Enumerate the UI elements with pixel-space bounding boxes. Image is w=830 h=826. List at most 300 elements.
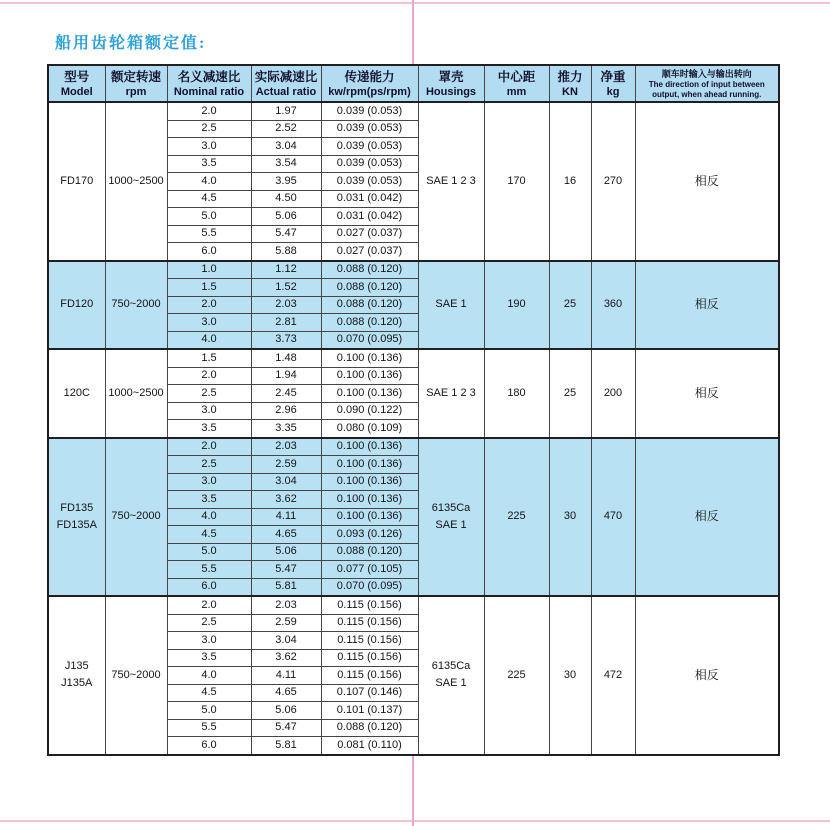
capacity-cell [321,614,418,632]
weight-cell-text: 472 [603,668,623,681]
direction-cell-text: 相反 [694,509,719,524]
capacity-cell-text: 0.100 (0.136) [336,457,403,470]
nominal-ratio-cell [167,649,251,667]
housings-cell-text: SAE 1 2 3 [426,386,476,399]
actual-ratio-cell-text: 5.47 [275,227,297,240]
actual-ratio-cell [251,684,321,702]
actual-ratio-cell-text: 2.96 [275,404,297,417]
nominal-ratio-cell-text: 1.5 [201,280,217,293]
capacity-cell [321,667,418,685]
housings-cell [418,349,484,438]
actual-ratio-cell-text: 4.65 [275,686,297,699]
actual-ratio-cell [251,473,321,491]
nominal-ratio-cell [167,367,251,385]
capacity-cell [321,102,418,120]
col-header-rated-speed-zh: 额定转速 [110,69,161,84]
center-distance-cell-text: 170 [507,174,526,187]
nominal-ratio-cell-text: 3.0 [201,139,217,152]
actual-ratio-cell [251,649,321,667]
nominal-ratio-cell [167,737,251,755]
actual-ratio-cell [251,578,321,596]
capacity-cell [321,526,418,544]
actual-ratio-cell-text: 2.52 [275,122,297,135]
capacity-cell [321,349,418,367]
actual-ratio-cell-text: 5.47 [275,721,297,734]
nominal-ratio-cell-text: 4.0 [201,333,217,346]
actual-ratio-cell-text: 4.11 [275,668,297,681]
model-cell-text: FD135 [60,501,94,514]
capacity-cell-text: 0.100 (0.136) [336,510,403,523]
col-header-thrust-en: KN [562,85,578,98]
capacity-cell [321,208,418,226]
capacity-cell [321,702,418,720]
capacity-cell [321,402,418,420]
model-cell [48,349,105,438]
actual-ratio-cell [251,596,321,614]
capacity-cell [321,737,418,755]
capacity-cell-text: 0.101 (0.137) [336,703,403,716]
page-trim-line-bottom [0,820,830,822]
table-row [48,349,779,367]
capacity-cell-text: 0.115 (0.156) [337,651,402,664]
actual-ratio-cell-text: 3.73 [275,333,297,346]
col-header-direction-en-line1: The direction of input between [648,80,765,89]
nominal-ratio-cell-text: 6.0 [201,738,217,751]
actual-ratio-cell [251,526,321,544]
actual-ratio-cell [251,190,321,208]
thrust-cell-text: 25 [563,386,577,399]
nominal-ratio-cell-text: 5.0 [201,545,217,558]
rated-speed-cell [105,349,167,438]
housings-cell [418,102,484,261]
nominal-ratio-cell-text: 2.5 [201,386,217,399]
direction-cell [635,596,779,755]
housings-cell-text: SAE 1 [435,518,467,531]
nominal-ratio-cell [167,508,251,526]
nominal-ratio-cell [167,596,251,614]
col-header-capacity [321,65,418,102]
actual-ratio-cell [251,402,321,420]
table-row [48,261,779,279]
nominal-ratio-cell [167,561,251,579]
nominal-ratio-cell-text: 5.0 [201,703,217,716]
nominal-ratio-cell [167,102,251,120]
capacity-cell [321,543,418,561]
center-distance-cell-text: 190 [507,298,526,311]
nominal-ratio-cell [167,138,251,156]
housings-cell-text: 6135Ca [431,501,471,514]
nominal-ratio-cell-text: 3.0 [201,315,217,328]
nominal-ratio-cell-text: 2.0 [201,298,217,311]
capacity-cell-text: 0.088 (0.120) [336,263,403,276]
capacity-cell-text: 0.039 (0.053) [336,174,403,187]
capacity-cell-text: 0.039 (0.053) [336,104,403,117]
nominal-ratio-cell [167,684,251,702]
nominal-ratio-cell [167,243,251,261]
col-header-model-zh: 型号 [64,69,90,84]
nominal-ratio-cell [167,225,251,243]
rated-speed-cell [105,261,167,350]
col-header-model [48,65,105,102]
capacity-cell [321,561,418,579]
actual-ratio-cell-text: 5.06 [275,209,297,222]
col-header-model-en: Model [60,85,93,98]
col-header-nominal-ratio [167,65,251,102]
weight-cell-text: 470 [603,510,623,523]
capacity-cell-text: 0.088 (0.120) [336,315,403,328]
capacity-cell-text: 0.093 (0.126) [336,527,403,540]
col-header-direction [635,65,779,102]
actual-ratio-cell [251,296,321,314]
actual-ratio-cell [251,155,321,173]
capacity-cell [321,684,418,702]
direction-cell-text: 相反 [694,667,719,682]
nominal-ratio-cell-text: 2.0 [201,369,217,382]
nominal-ratio-cell-text: 2.0 [201,104,217,117]
page-trim-line-top [0,2,830,4]
capacity-cell-text: 0.100 (0.136) [336,440,403,453]
direction-cell [635,261,779,350]
capacity-cell [321,719,418,737]
nominal-ratio-cell-text: 3.5 [201,157,217,170]
rated-speed-cell [105,596,167,755]
actual-ratio-cell-text: 5.88 [275,244,297,257]
model-cell-text: 120C [63,386,90,399]
center-distance-cell [484,261,549,350]
capacity-cell [321,331,418,349]
nominal-ratio-cell [167,120,251,138]
thrust-cell [549,438,591,597]
thrust-cell [549,261,591,350]
nominal-ratio-cell [167,578,251,596]
model-cell [48,596,105,755]
capacity-cell [321,632,418,650]
housings-cell [418,261,484,350]
nominal-ratio-cell-text: 3.5 [201,492,217,505]
nominal-ratio-cell-text: 4.0 [201,668,217,681]
actual-ratio-cell [251,456,321,474]
nominal-ratio-cell-text: 1.0 [201,263,217,276]
nominal-ratio-cell-text: 4.5 [201,192,217,205]
actual-ratio-cell [251,719,321,737]
actual-ratio-cell-text: 4.50 [275,192,297,205]
nominal-ratio-cell-text: 4.5 [201,686,217,699]
center-distance-cell [484,102,549,261]
capacity-cell-text: 0.027 (0.037) [336,227,403,240]
capacity-cell-text: 0.039 (0.053) [336,122,403,135]
direction-cell-text: 相反 [694,385,719,400]
actual-ratio-cell [251,702,321,720]
actual-ratio-cell-text: 2.59 [275,616,297,629]
nominal-ratio-cell-text: 2.0 [201,440,217,453]
actual-ratio-cell [251,331,321,349]
col-header-rated-speed-en: rpm [125,85,147,98]
actual-ratio-cell-text: 3.04 [275,633,297,646]
direction-cell-text: 相反 [694,173,719,188]
rated-speed-cell-text: 750~2000 [111,510,161,523]
housings-cell [418,596,484,755]
actual-ratio-cell-text: 5.81 [275,580,297,593]
direction-cell-text: 相反 [694,297,719,312]
col-header-housings-en: Housings [425,85,477,98]
weight-cell-text: 270 [603,174,623,187]
actual-ratio-cell [251,120,321,138]
actual-ratio-cell-text: 3.95 [275,174,297,187]
actual-ratio-cell-text: 3.04 [275,139,297,152]
weight-cell [591,438,635,597]
model-cell [48,102,105,261]
actual-ratio-cell [251,138,321,156]
nominal-ratio-cell [167,173,251,191]
col-header-center-distance-zh: 中心距 [497,69,536,84]
col-header-center-distance-en: mm [506,85,527,98]
capacity-cell-text: 0.080 (0.109) [336,421,403,434]
nominal-ratio-cell [167,526,251,544]
capacity-cell [321,649,418,667]
actual-ratio-cell-text: 2.81 [275,315,297,328]
capacity-cell-text: 0.115 (0.156) [337,633,402,646]
table-row [48,102,779,120]
capacity-cell-text: 0.027 (0.037) [336,244,403,257]
nominal-ratio-cell [167,261,251,279]
capacity-cell [321,314,418,332]
nominal-ratio-cell-text: 2.5 [201,122,217,135]
col-header-thrust-zh: 推力 [557,69,583,84]
page-title: 船用齿轮箱额定值: [55,35,207,52]
nominal-ratio-cell-text: 4.0 [201,174,217,187]
actual-ratio-cell-text: 4.11 [275,510,297,523]
capacity-cell-text: 0.039 (0.053) [336,139,403,152]
capacity-cell [321,173,418,191]
capacity-cell-text: 0.088 (0.120) [336,280,403,293]
capacity-cell [321,225,418,243]
capacity-cell [321,120,418,138]
nominal-ratio-cell [167,632,251,650]
weight-cell [591,261,635,350]
col-header-thrust [549,65,591,102]
capacity-cell-text: 0.070 (0.095) [336,333,403,346]
gear-ratings-table [47,64,780,756]
nominal-ratio-cell-text: 3.5 [201,651,217,664]
nominal-ratio-cell [167,155,251,173]
center-distance-cell [484,349,549,438]
capacity-cell-text: 0.070 (0.095) [336,580,403,593]
nominal-ratio-cell [167,314,251,332]
rated-speed-cell [105,438,167,597]
thrust-cell [549,102,591,261]
thrust-cell-text: 30 [563,510,577,523]
capacity-cell [321,279,418,297]
center-distance-cell-text: 225 [507,510,526,523]
actual-ratio-cell-text: 2.03 [275,440,297,453]
nominal-ratio-cell-text: 5.5 [201,721,217,734]
actual-ratio-cell-text: 1.97 [275,104,297,117]
actual-ratio-cell-text: 5.47 [275,562,297,575]
actual-ratio-cell [251,314,321,332]
actual-ratio-cell [251,243,321,261]
actual-ratio-cell [251,561,321,579]
col-header-capacity-en: kw/rpm(ps/rpm) [328,85,411,98]
capacity-cell [321,438,418,456]
nominal-ratio-cell-text: 5.5 [201,562,217,575]
capacity-cell-text: 0.090 (0.122) [336,404,403,417]
capacity-cell-text: 0.100 (0.136) [336,369,403,382]
model-cell-text: J135 [64,660,89,673]
housings-cell-text: SAE 1 2 3 [426,174,476,187]
thrust-cell [549,349,591,438]
actual-ratio-cell [251,491,321,509]
capacity-cell-text: 0.039 (0.053) [336,157,403,170]
table-row [48,596,779,614]
actual-ratio-cell-text: 5.81 [275,738,297,751]
capacity-cell [321,473,418,491]
direction-cell [635,349,779,438]
nominal-ratio-cell [167,190,251,208]
actual-ratio-cell-text: 3.62 [275,492,297,505]
actual-ratio-cell [251,225,321,243]
rated-speed-cell [105,102,167,261]
col-header-nominal-ratio-en: Nominal ratio [173,85,245,98]
actual-ratio-cell [251,614,321,632]
actual-ratio-cell-text: 5.06 [275,703,297,716]
actual-ratio-cell [251,173,321,191]
col-header-housings-zh: 罩壳 [438,69,464,84]
col-header-actual-ratio [251,65,321,102]
col-header-capacity-zh: 传递能力 [344,69,395,84]
capacity-cell [321,456,418,474]
col-header-actual-ratio-en: Actual ratio [255,85,317,98]
col-header-direction-en-line2: output, when ahead running. [652,89,762,99]
capacity-cell-text: 0.100 (0.136) [336,475,403,488]
nominal-ratio-cell-text: 2.0 [201,598,217,611]
capacity-cell-text: 0.107 (0.146) [336,686,403,699]
center-distance-cell-text: 180 [507,386,526,399]
capacity-cell-text: 0.115 (0.156) [337,616,402,629]
actual-ratio-cell [251,385,321,403]
weight-cell [591,102,635,261]
capacity-cell-text: 0.115 (0.156) [337,668,402,681]
model-cell-text: FD120 [60,298,94,311]
actual-ratio-cell [251,208,321,226]
capacity-cell [321,385,418,403]
actual-ratio-cell-text: 2.03 [275,298,297,311]
capacity-cell [321,155,418,173]
actual-ratio-cell [251,508,321,526]
center-distance-cell [484,596,549,755]
weight-cell-text: 360 [603,298,623,311]
capacity-cell-text: 0.115 (0.156) [337,598,402,611]
rated-speed-cell-text: 750~2000 [111,668,161,681]
model-cell [48,438,105,597]
actual-ratio-cell-text: 1.48 [275,351,297,364]
model-cell-text: J135A [61,677,93,690]
actual-ratio-cell [251,102,321,120]
model-cell [48,261,105,350]
capacity-cell [321,243,418,261]
col-header-rated-speed [105,65,167,102]
nominal-ratio-cell [167,473,251,491]
col-header-nominal-ratio-zh: 名义减速比 [177,69,241,84]
capacity-cell [321,261,418,279]
capacity-cell-text: 0.100 (0.136) [336,492,403,505]
nominal-ratio-cell-text: 6.0 [201,244,217,257]
actual-ratio-cell [251,667,321,685]
capacity-cell [321,508,418,526]
capacity-cell-text: 0.100 (0.136) [336,386,403,399]
capacity-cell [321,596,418,614]
table-body [48,102,779,755]
capacity-cell [321,190,418,208]
weight-cell [591,596,635,755]
thrust-cell-text: 16 [563,174,577,187]
direction-cell [635,102,779,261]
thrust-cell-text: 30 [563,668,577,681]
capacity-cell [321,138,418,156]
nominal-ratio-cell [167,543,251,561]
actual-ratio-cell-text: 2.03 [275,598,297,611]
capacity-cell [321,367,418,385]
rated-speed-cell-text: 1000~2500 [108,174,164,187]
actual-ratio-cell-text: 2.45 [275,386,297,399]
col-header-actual-ratio-zh: 实际减速比 [254,69,318,84]
model-cell-text: FD170 [60,174,94,187]
thrust-cell [549,596,591,755]
nominal-ratio-cell [167,208,251,226]
housings-cell [418,438,484,597]
nominal-ratio-cell-text: 6.0 [201,580,217,593]
actual-ratio-cell [251,367,321,385]
nominal-ratio-cell-text: 3.0 [201,633,217,646]
actual-ratio-cell [251,349,321,367]
col-header-center-distance [484,65,549,102]
actual-ratio-cell-text: 1.52 [275,280,297,293]
col-header-net-weight [591,65,635,102]
nominal-ratio-cell [167,438,251,456]
nominal-ratio-cell [167,420,251,438]
nominal-ratio-cell [167,667,251,685]
col-header-net-weight-zh: 净重 [600,69,626,84]
capacity-cell-text: 0.088 (0.120) [336,298,403,311]
capacity-cell-text: 0.088 (0.120) [336,721,403,734]
housings-cell-text: SAE 1 [435,298,467,311]
actual-ratio-cell [251,420,321,438]
nominal-ratio-cell-text: 3.0 [201,475,217,488]
nominal-ratio-cell [167,491,251,509]
nominal-ratio-cell-text: 3.0 [201,404,217,417]
capacity-cell-text: 0.031 (0.042) [336,209,403,222]
col-header-direction-zh: 顺车时输入与输出转向 [661,69,752,79]
nominal-ratio-cell-text: 3.5 [201,421,217,434]
capacity-cell [321,420,418,438]
direction-cell [635,438,779,597]
nominal-ratio-cell-text: 2.5 [201,457,217,470]
nominal-ratio-cell-text: 2.5 [201,616,217,629]
actual-ratio-cell-text: 3.62 [275,651,297,664]
nominal-ratio-cell [167,349,251,367]
actual-ratio-cell-text: 2.59 [275,457,297,470]
actual-ratio-cell [251,261,321,279]
actual-ratio-cell-text: 5.06 [275,545,297,558]
nominal-ratio-cell [167,719,251,737]
capacity-cell-text: 0.100 (0.136) [336,351,403,364]
nominal-ratio-cell [167,385,251,403]
table-row [48,438,779,456]
header-row [48,65,779,102]
capacity-cell-text: 0.031 (0.042) [336,192,403,205]
nominal-ratio-cell-text: 4.0 [201,510,217,523]
capacity-cell-text: 0.077 (0.105) [336,562,403,575]
capacity-cell [321,578,418,596]
